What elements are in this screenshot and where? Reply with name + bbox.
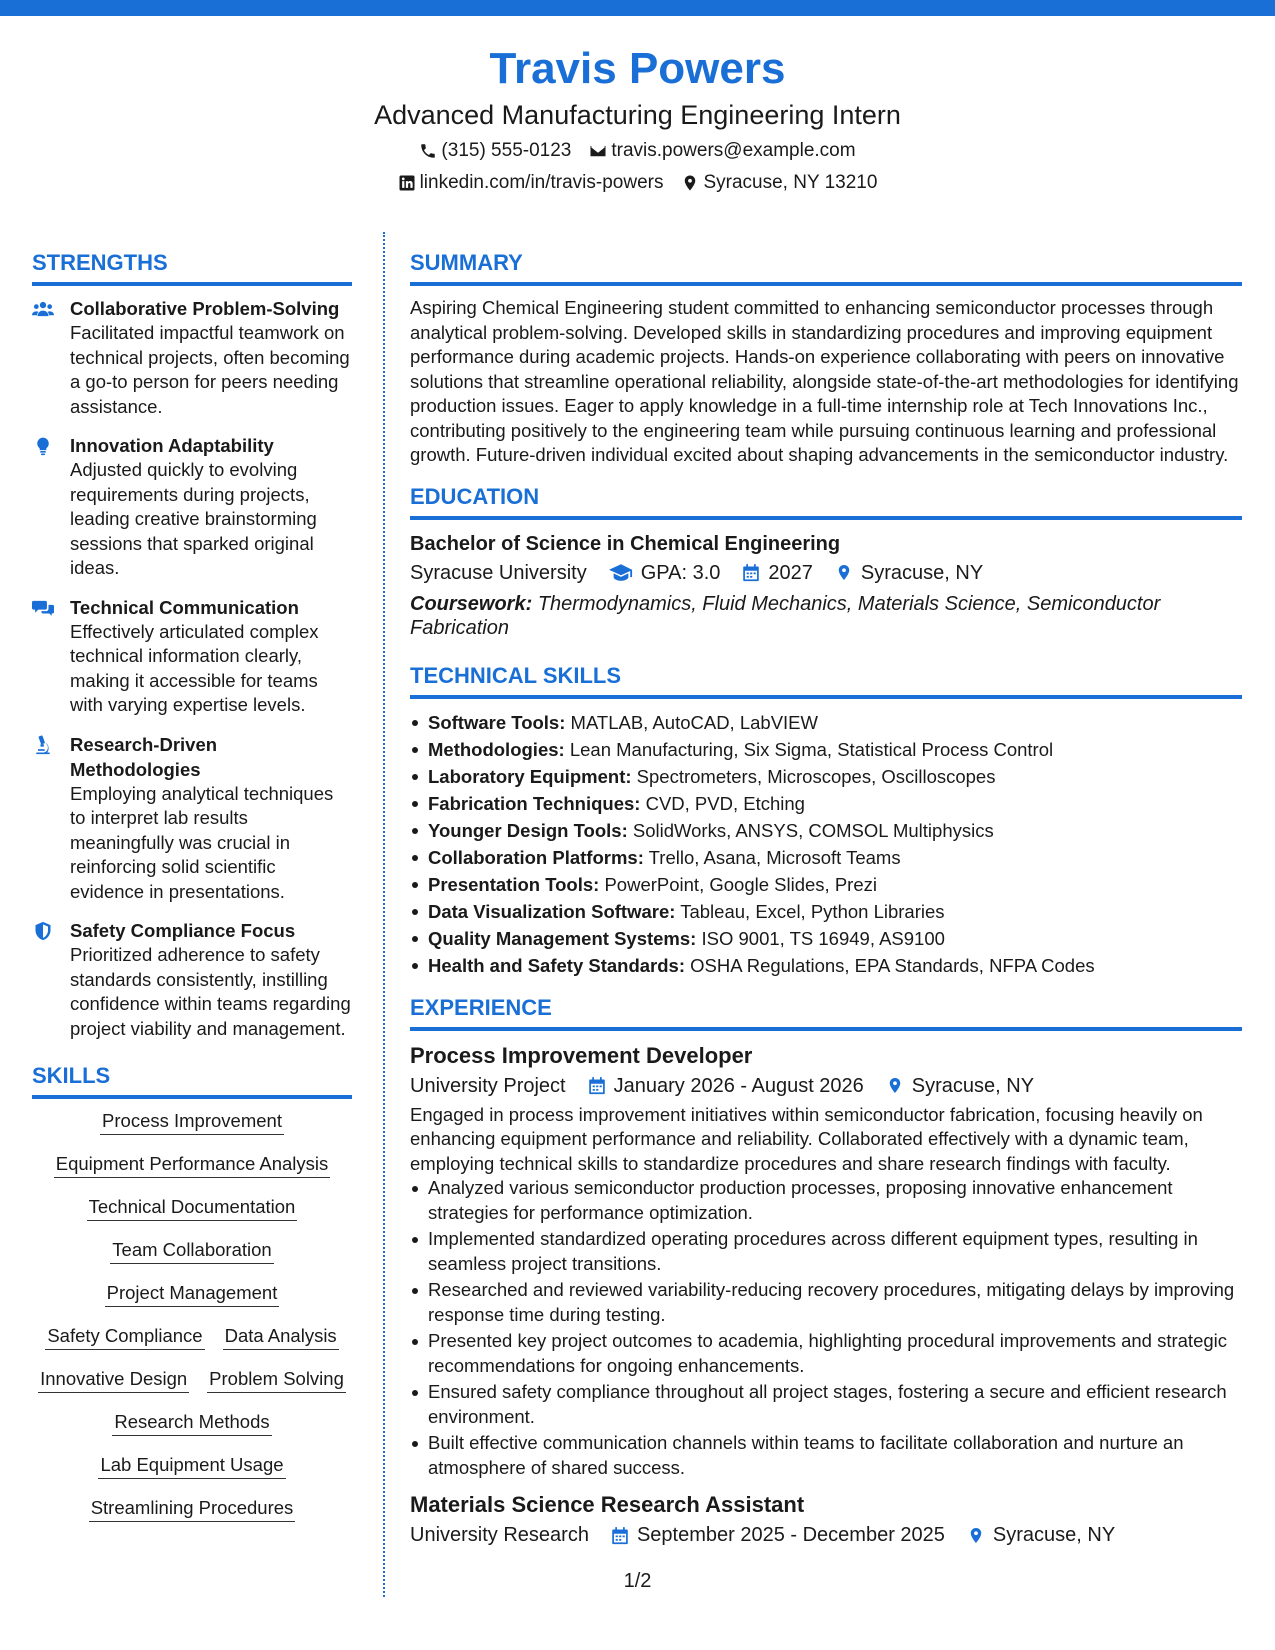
- skill-tag: Safety Compliance: [45, 1324, 204, 1350]
- job-meta: [410, 1520, 1242, 1550]
- tech-skill-label: Presentation Tools:: [428, 873, 600, 895]
- map-marker-icon: [681, 174, 699, 192]
- list-item: Ensured safety compliance throughout all project stages, fostering a secure and efficient research environment.: [410, 1380, 1242, 1429]
- job-description: Engaged in process improvement initiatives within semiconductor fabrication, focusing heavily on enhancing equipment performance and reliability. Collaborated effectively with a dynamic team, employing technical skills to standardize procedures and share research findings with faculty.: [410, 1103, 1203, 1174]
- comments-icon: [32, 598, 54, 618]
- map-marker-icon: [835, 563, 853, 582]
- phone-icon: [419, 142, 437, 160]
- skill-tag: Innovative Design: [38, 1367, 189, 1393]
- tech-skill-label: Methodologies:: [428, 738, 565, 760]
- strength-title: Technical Communication: [70, 596, 299, 618]
- skill-tag: Research Methods: [112, 1410, 271, 1436]
- tech-skill-value: Spectrometers, Microscopes, Oscilloscopes: [636, 765, 996, 787]
- tech-skill-value: MATLAB, AutoCAD, LabVIEW: [570, 711, 818, 733]
- list-item: [410, 925, 1242, 952]
- job-location: Syracuse, NY: [911, 1074, 1035, 1097]
- strength-title: Safety Compliance Focus: [70, 920, 296, 941]
- map-marker-icon: [886, 1076, 904, 1095]
- strength-item: [32, 595, 352, 718]
- job-meta: [410, 1071, 1242, 1101]
- strengths-title: STRENGTHS: [32, 248, 352, 286]
- job-dates: January 2026 - August 2026: [613, 1074, 864, 1097]
- tech-skill-label: Fabrication Techniques:: [428, 792, 641, 814]
- experience-entry: [410, 1490, 1242, 1550]
- strength-item: [32, 433, 352, 581]
- left-column: [32, 248, 352, 1539]
- strength-title: Collaborative Problem-Solving: [70, 298, 340, 319]
- tech-skill-label: Health and Safety Standards:: [428, 954, 686, 976]
- skill-tag: Equipment Performance Analysis: [54, 1152, 331, 1178]
- skill-tag: Project Management: [105, 1281, 280, 1307]
- experience-entry: [410, 1041, 1242, 1481]
- list-item: Built effective communication channels within teams to facilitate collaboration and nurture an atmosphere of shared success.: [410, 1431, 1242, 1480]
- strength-item: [32, 732, 352, 905]
- envelope-icon: [589, 142, 607, 160]
- lightbulb-icon: [32, 436, 54, 456]
- strength-title: Innovation Adaptability: [70, 435, 274, 456]
- tech-skill-label: Quality Management Systems:: [428, 927, 697, 949]
- linkedin-icon: [398, 174, 416, 192]
- gpa-text: GPA: 3.0: [640, 561, 721, 584]
- strength-desc: Adjusted quickly to evolving requirements during projects, leading creative brainstorming sessions that sparked original ideas.: [70, 459, 317, 578]
- calendar-icon: [588, 1076, 606, 1095]
- summary-title: SUMMARY: [410, 248, 1242, 286]
- map-marker-icon: [967, 1526, 985, 1545]
- contact-row-2: [0, 168, 1275, 198]
- skill-tag: Process Improvement: [100, 1109, 284, 1135]
- strength-desc: Prioritized adherence to safety standards consistently, instilling confidence within teams regarding project viability and management.: [70, 944, 351, 1039]
- tech-skill-value: Trello, Asana, Microsoft Teams: [648, 846, 901, 868]
- job-org: University Project: [410, 1074, 566, 1097]
- grad-year: 2027: [768, 561, 813, 584]
- job-title: Process Improvement Developer: [410, 1042, 753, 1068]
- list-item: [410, 871, 1242, 898]
- contact-linkedin[interactable]: [398, 168, 664, 198]
- skill-tag: Team Collaboration: [110, 1238, 273, 1264]
- job-bullets: [410, 1176, 1242, 1480]
- job-title: Materials Science Research Assistant: [410, 1492, 805, 1517]
- coursework-text: Thermodynamics, Fluid Mechanics, Materials Science, Semiconductor Fabrication: [410, 592, 1161, 639]
- tech-skill-value: Lean Manufacturing, Six Sigma, Statistical Process Control: [569, 738, 1054, 760]
- users-icon: [32, 299, 54, 319]
- contact-location: [681, 168, 877, 198]
- candidate-name: Travis Powers: [489, 44, 786, 93]
- list-item: [410, 952, 1242, 979]
- tech-skill-label: Data Visualization Software:: [428, 900, 676, 922]
- education-title: EDUCATION: [410, 482, 1242, 520]
- experience-title: EXPERIENCE: [410, 993, 1242, 1031]
- tech-skill-label: Collaboration Platforms:: [428, 846, 644, 868]
- contact-row-1: [0, 136, 1275, 166]
- list-item: [410, 709, 1242, 736]
- tech-skill-value: ISO 9001, TS 16949, AS9100: [701, 927, 945, 949]
- calendar-icon: [742, 563, 760, 582]
- skill-tag: Data Analysis: [223, 1324, 339, 1350]
- strength-desc: Facilitated impactful teamwork on technical projects, often becoming a go-to person for peers needing assistance.: [70, 322, 350, 417]
- list-item: [410, 790, 1242, 817]
- strength-item: [32, 296, 352, 419]
- tech-skill-label: Software Tools:: [428, 711, 566, 733]
- coursework-label: Coursework:: [410, 592, 533, 615]
- skill-tag: Technical Documentation: [87, 1195, 298, 1221]
- location-text: Syracuse, NY 13210: [703, 172, 878, 193]
- linkedin-text[interactable]: linkedin.com/in/travis-powers: [419, 172, 664, 193]
- technical-skills-list: [410, 709, 1242, 979]
- list-item: [410, 898, 1242, 925]
- tech-skill-label: Laboratory Equipment:: [428, 765, 632, 787]
- list-item: Analyzed various semiconductor production processes, proposing innovative enhancement strategies for performance optimization.: [410, 1176, 1242, 1225]
- contact-phone: [419, 136, 571, 166]
- candidate-title: Advanced Manufacturing Engineering Intern: [374, 100, 901, 130]
- list-item: [410, 763, 1242, 790]
- microscope-icon: [32, 735, 54, 755]
- strength-desc: Employing analytical techniques to interpret lab results meaningfully was crucial in reinforcing solid scientific evidence in presentations.: [70, 782, 334, 902]
- skill-tag: Lab Equipment Usage: [98, 1453, 285, 1479]
- column-divider: [383, 232, 385, 1597]
- skills-list: [32, 1109, 352, 1522]
- list-item: [410, 817, 1242, 844]
- contact-email[interactable]: [589, 136, 855, 166]
- school-location: Syracuse, NY: [860, 561, 984, 584]
- top-accent-bar: [0, 0, 1275, 16]
- tech-skill-value: Tableau, Excel, Python Libraries: [680, 900, 945, 922]
- job-location: Syracuse, NY: [992, 1524, 1116, 1546]
- technical-skills-title: TECHNICAL SKILLS: [410, 661, 1242, 699]
- skill-tag: Problem Solving: [207, 1367, 346, 1393]
- page-number: 1/2: [623, 1570, 652, 1592]
- strength-title: Research-Driven Methodologies: [70, 733, 218, 780]
- strength-item: [32, 918, 352, 1041]
- phone-text: (315) 555-0123: [441, 140, 572, 161]
- tech-skill-label: Younger Design Tools:: [428, 819, 628, 841]
- list-item: Researched and reviewed variability-reducing recovery procedures, mitigating delays by improving response time during testing.: [410, 1278, 1242, 1327]
- email-text[interactable]: travis.powers@example.com: [611, 140, 856, 161]
- resume-header: [0, 40, 1275, 198]
- job-dates: September 2025 - December 2025: [636, 1524, 945, 1546]
- strength-desc: Effectively articulated complex technical information clearly, making it accessible for teams with varying expertise levels.: [70, 620, 319, 715]
- list-item: Presented key project outcomes to academia, highlighting procedural improvements and strategic recommendations for ongoing enhancements.: [410, 1329, 1242, 1378]
- list-item: Implemented standardized operating procedures across different equipment types, resulting in seamless project transitions.: [410, 1227, 1242, 1276]
- school-name: Syracuse University: [410, 561, 587, 584]
- tech-skill-value: CVD, PVD, Etching: [645, 792, 805, 814]
- job-org: University Research: [410, 1524, 589, 1546]
- education-meta: [410, 558, 1242, 588]
- skills-title: SKILLS: [32, 1061, 352, 1099]
- degree-name: Bachelor of Science in Chemical Engineering: [410, 532, 841, 555]
- shield-icon: [32, 921, 54, 941]
- summary-text: Aspiring Chemical Engineering student committed to enhancing semiconductor processes through analytical problem-solving. Developed skills in standardizing procedures and improving equipment performance during academic projects. Hands-on experience collaborating with peers on innovative solutions that streamline operational reliability, alongside state-of-the-art methodologies for identifying production issues. Eager to apply knowledge in a full-time internship role at Tech Innovations Inc., contributing positively to the engineering team while pursuing continuous learning and professional growth. Future-driven individual excited about shaping advancements in the semiconductor industry.: [410, 297, 1239, 465]
- right-column: [410, 248, 1242, 1550]
- calendar-icon: [611, 1526, 629, 1545]
- tech-skill-value: PowerPoint, Google Slides, Prezi: [604, 873, 877, 895]
- skill-tag: Streamlining Procedures: [89, 1496, 296, 1522]
- list-item: [410, 844, 1242, 871]
- tech-skill-value: SolidWorks, ANSYS, COMSOL Multiphysics: [632, 819, 994, 841]
- list-item: [410, 736, 1242, 763]
- coursework: [410, 592, 1242, 641]
- tech-skill-value: OSHA Regulations, EPA Standards, NFPA Codes: [690, 954, 1095, 976]
- graduation-cap-icon: [609, 563, 633, 582]
